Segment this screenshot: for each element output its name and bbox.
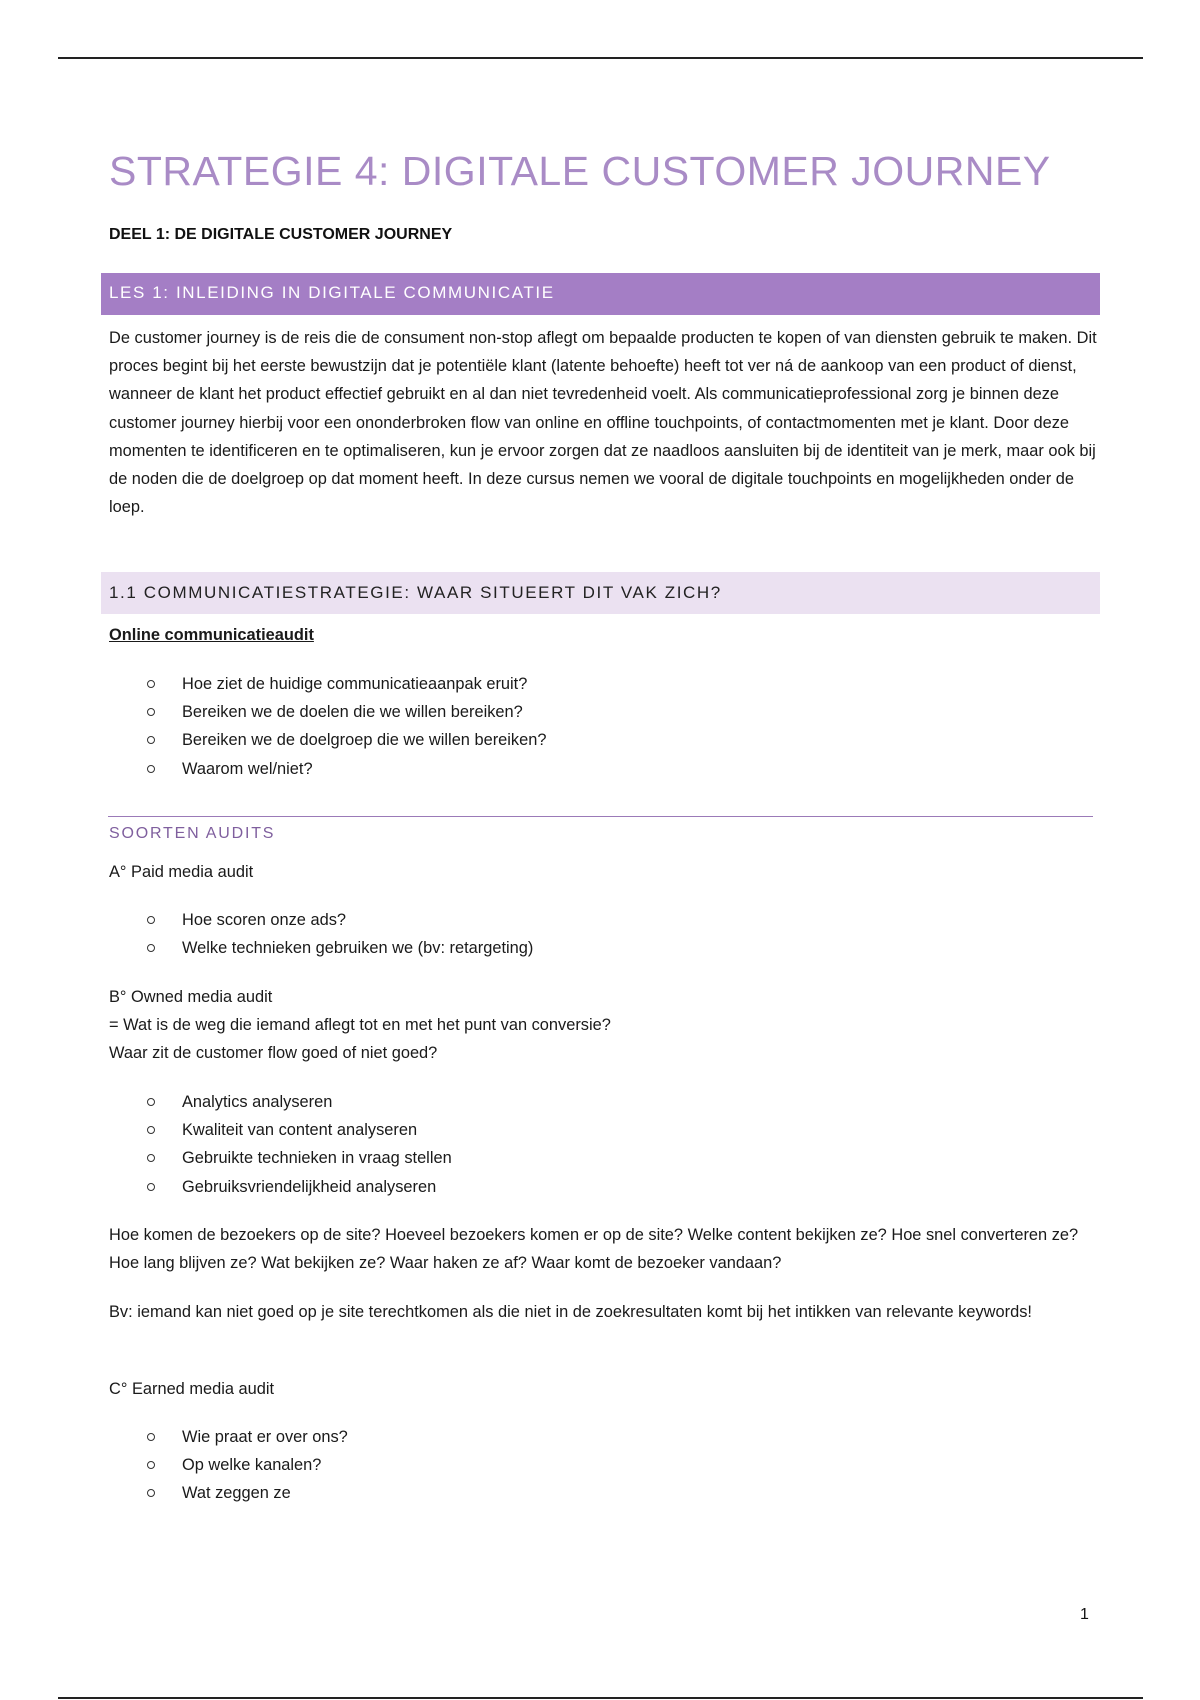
document-title: STRATEGIE 4: DIGITALE CUSTOMER JOURNEY (109, 148, 1051, 194)
lesson-heading-band (101, 273, 1100, 315)
circle-bullet-icon (147, 680, 155, 688)
subsection-heading-band (101, 572, 1100, 614)
circle-bullet-icon (147, 765, 155, 773)
circle-bullet-icon (147, 1461, 155, 1469)
circle-bullet-icon (147, 1183, 155, 1191)
subsection-heading: 1.1 COMMUNICATIESTRATEGIE: WAAR SITUEERT DIT VAK ZICH? (109, 583, 722, 602)
circle-bullet-icon (147, 736, 155, 744)
audit-title: Online communicatieaudit (109, 626, 314, 644)
page-number: 1 (1080, 1606, 1089, 1623)
circle-bullet-icon (147, 1433, 155, 1441)
part-heading: DEEL 1: DE DIGITALE CUSTOMER JOURNEY (109, 226, 453, 243)
owned-media-questions: Hoe komen de bezoekers op de site? Hoeveel bezoekers komen er op de site? Welke content bekijken ze? Hoe snel converteren ze? Hoe lang blijven ze? Wat bekijken ze? Waar haken ze af? Waar komt de bezoeker vandaan? (109, 1226, 1079, 1273)
paid-media-label: A° Paid media audit (109, 863, 254, 881)
circle-bullet-icon (147, 1098, 155, 1106)
circle-bullet-icon (147, 916, 155, 924)
owned-media-example: Bv: iemand kan niet goed op je site terechtkomen als die niet in de zoekresultaten komt bij het intikken van relevante keywords! (109, 1303, 1032, 1321)
circle-bullet-icon (147, 1489, 155, 1497)
intro-paragraph: De customer journey is de reis die de consument non-stop aflegt om bepaalde producten te kopen of van diensten gebruik te maken. Dit proces begint bij het eerste bewustzijn dat je potentiële klant (latente behoefte) heeft tot ver ná de aankoop van een product of dienst, wanneer de klant het product effectief gebruikt en al dan niet tevredenheid voelt. Als communicatieprofessional zorg je binnen deze customer journey hierbij voor een ononderbroken flow van online en offline touchpoints, of contactmomenten met je klant. Door deze momenten te identificeren en te optimaliseren, kun je ervoor zorgen dat ze naadloos aansluiten bij de identiteit van je merk, maar ook bij de noden die de doelgroep op dat moment heeft. In deze cursus nemen we vooral de digitale touchpoints en mogelijkheden onder de loep. (109, 329, 1097, 517)
circle-bullet-icon (147, 1154, 155, 1162)
earned-media-label: C° Earned media audit (109, 1380, 275, 1398)
circle-bullet-icon (147, 708, 155, 716)
circle-bullet-icon (147, 1126, 155, 1134)
page-bottom-rule (58, 1697, 1143, 1699)
lesson-heading: LES 1: INLEIDING IN DIGITALE COMMUNICATIE (109, 283, 555, 302)
owned-media-label: B° Owned media audit (109, 988, 273, 1006)
owned-media-line-1: = Wat is de weg die iemand aflegt tot en met het punt van conversie? (109, 1016, 611, 1034)
document-page: STRATEGIE 4: DIGITALE CUSTOMER JOURNEY DEEL 1: DE DIGITALE CUSTOMER JOURNEY LES 1: INLEIDING IN DIGITALE COMMUNICATIE De customer journey is de reis die de consument non-stop aflegt om bepaalde producten te kopen of van diensten gebruik te maken. Dit proces begint bij het eerste bewustzijn dat je potentiële klant (latente behoefte) heeft tot ver ná de aankoop van een product of dienst, wanneer de klant het product effectief gebruikt en al dan niet tevredenheid voelt. Als communicatieprofessional zorg je binnen deze customer journey hierbij voor een ononderbroken flow van online en offline touchpoints, of contactmomenten met je klant. Door deze momenten te identificeren en te optimaliseren, kun je ervoor zorgen dat ze naadloos aansluiten bij de identiteit van je merk, maar ook bij de noden die de doelgroep op dat moment heeft. In deze cursus nemen we vooral de digitale touchpoints en mogelijkheden onder de loep. 1.1 COMMUNICATIESTRATEGIE: WAAR SITUEERT DIT VAK ZICH? Online communicatieaudit Hoe ziet de huidige communicatieaanpak eruit? Bereiken we de doelen die we willen bereiken? Bereiken we de doelgroep die we willen bereiken? Waarom wel/niet? SOORTEN AUDITS A° Paid media audit Hoe scoren onze ads? Welke technieken gebruiken we (bv: retargeting) B° Owned media audit = Wat is de weg die iemand aflegt tot en met het punt van conversie? Waar zit de customer flow goed of niet goed? Analytics analyseren Kwaliteit van content analyseren Gebruikte technieken in vraag stellen Gebruiksvriendelijkheid analyseren Hoe komen de bezoekers op de site? Hoeveel bezoekers komen er op de site? Welke content bekijken ze? Hoe snel converteren ze? Hoe lang blijven ze? Wat bekijken ze? Waar haken ze af? Waar komt de bezoeker vandaan? Bv: iemand kan niet goed op je site terechtkomen als die niet in de zoekresultaten komt bij het intikken van relevante keywords! C° Earned media audit Wie praat er over ons? Op welke kanalen? Wat zeggen ze 1 (0, 0, 1200, 1700)
owned-media-line-2: Waar zit de customer flow goed of niet goed? (109, 1044, 438, 1062)
section-divider (108, 816, 1093, 817)
circle-bullet-icon (147, 944, 155, 952)
section-heading: SOORTEN AUDITS (109, 825, 276, 842)
